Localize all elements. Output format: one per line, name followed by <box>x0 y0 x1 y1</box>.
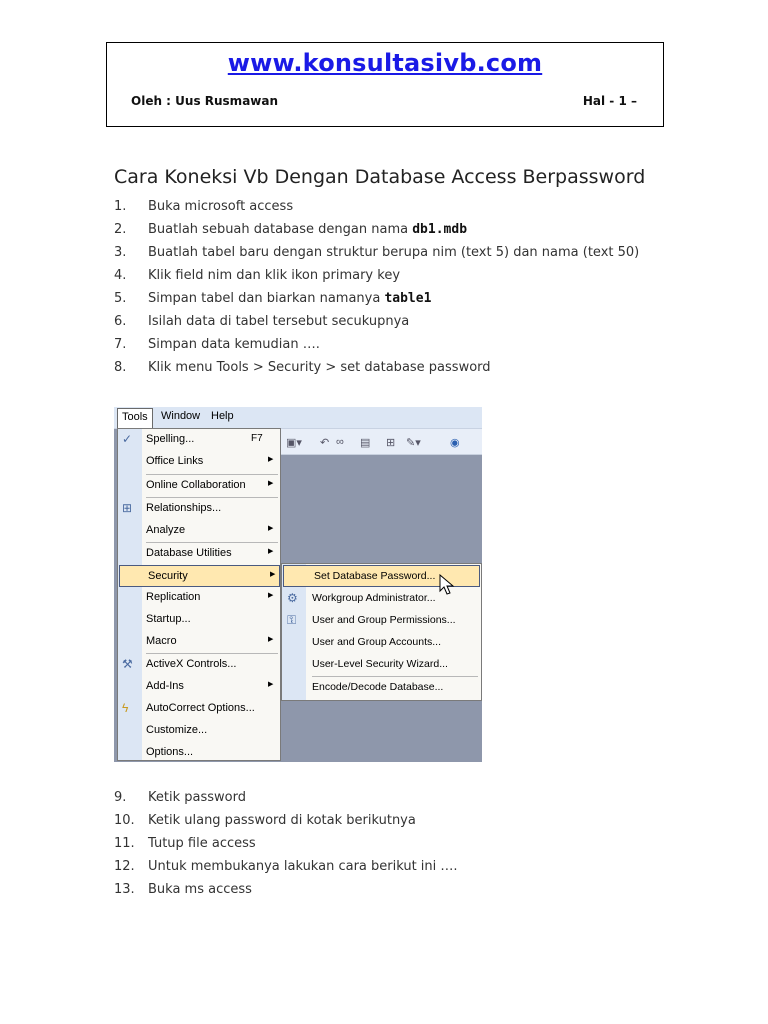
menu-item-activex[interactable]: ⚒ ActiveX Controls... <box>122 657 237 671</box>
menu-item-analyze[interactable]: Analyze ▶ <box>146 524 274 536</box>
submenu-arrow-icon: ▶ <box>268 548 274 555</box>
step-number: 6. <box>114 314 127 329</box>
db-filename: db1.mdb <box>412 222 468 237</box>
step-text: Tutup file access <box>148 836 256 851</box>
step-number: 9. <box>114 790 127 805</box>
table-name: table1 <box>384 291 432 306</box>
submenu-arrow-icon: ▶ <box>268 456 274 463</box>
mouse-cursor-icon <box>439 574 455 596</box>
step-number: 2. <box>114 222 127 237</box>
access-menu-screenshot <box>114 407 482 762</box>
menu-item-database-utilities[interactable]: Database Utilities ▶ <box>146 547 274 559</box>
menu-item-autocorrect[interactable]: ϟ AutoCorrect Options... <box>122 701 255 715</box>
step-text: Ketik password <box>148 790 246 805</box>
menu-bar <box>114 407 482 429</box>
submenu-arrow-icon: ▶ <box>268 681 274 688</box>
step-text: Buka microsoft access <box>148 199 294 214</box>
submenu-item-workgroup-admin[interactable]: ⚙ Workgroup Administrator... <box>287 591 436 605</box>
relationships-icon[interactable]: ⊞ <box>386 437 396 449</box>
menu-item-office-links[interactable]: Office Links ▶ <box>146 455 274 467</box>
step-number: 3. <box>114 245 127 260</box>
submenu-item-accounts[interactable]: User and Group Accounts... <box>312 636 441 648</box>
spelling-icon: ✓ <box>122 432 133 446</box>
autocorrect-icon: ϟ <box>122 701 129 715</box>
page-number: Hal - 1 – <box>582 94 637 108</box>
author-line: Oleh : Uus Rusmawan <box>131 94 279 108</box>
submenu-arrow-icon: ▶ <box>268 525 274 532</box>
workgroup-icon: ⚙ <box>287 591 298 605</box>
step-number: 8. <box>114 360 127 375</box>
step-number: 13. <box>114 882 135 897</box>
submenu-item-set-password[interactable]: Set Database Password... <box>283 565 480 587</box>
redo-icon[interactable]: ∞ <box>336 436 344 448</box>
step-text: Ketik ulang password di kotak berikutnya <box>148 813 416 828</box>
help-icon[interactable]: ◉ <box>450 437 460 449</box>
submenu-arrow-icon: ▶ <box>268 592 274 599</box>
site-link[interactable]: www.konsultasivb.com <box>227 49 543 77</box>
menu-item-startup[interactable]: Startup... <box>146 613 191 625</box>
menu-item-spelling[interactable]: ✓ Spelling... F7 <box>122 432 263 446</box>
step-number: 10. <box>114 813 135 828</box>
step-text: Buatlah tabel baru dengan struktur berupa nim (text 5) dan nama (text 50) <box>148 245 640 260</box>
step-text: Buatlah sebuah database dengan nama db1.mdb <box>148 222 468 237</box>
menu-item-macro[interactable]: Macro ▶ <box>146 635 274 647</box>
step-number: 11. <box>114 836 135 851</box>
step-text: Isilah data di tabel tersebut secukupnya <box>148 314 410 329</box>
menu-tools[interactable]: Tools <box>117 408 153 428</box>
insert-icon[interactable]: ▣▾ <box>286 437 302 449</box>
menu-window[interactable]: Window <box>161 410 201 422</box>
step-text: Klik menu Tools > Security > set database password <box>148 360 491 375</box>
step-number: 12. <box>114 859 135 874</box>
step-number: 7. <box>114 337 127 352</box>
step-text: Simpan tabel dan biarkan namanya table1 <box>148 291 432 306</box>
step-text: Buka ms access <box>148 882 252 897</box>
menu-item-customize[interactable]: Customize... <box>146 724 208 736</box>
tools-menu <box>117 428 281 761</box>
menu-help[interactable]: Help <box>211 410 234 422</box>
menu-item-security[interactable]: Security ▶ <box>119 565 280 587</box>
step-number: 5. <box>114 291 127 306</box>
header-box <box>106 42 664 127</box>
relationships-icon: ⊞ <box>122 501 133 515</box>
step-number: 1. <box>114 199 127 214</box>
properties-icon[interactable]: ▤ <box>360 437 371 449</box>
article-title: Cara Koneksi Vb Dengan Database Access Berpassword <box>114 166 646 188</box>
activex-icon: ⚒ <box>122 657 133 671</box>
menu-item-replication[interactable]: Replication ▶ <box>146 591 274 603</box>
submenu-item-encode-decode[interactable]: Encode/Decode Database... <box>312 681 444 693</box>
toolbar <box>280 429 482 455</box>
permissions-icon: ⚿ <box>287 613 297 627</box>
menu-item-options[interactable]: Options... <box>146 746 194 758</box>
step-text: Simpan data kemudian …. <box>148 337 320 352</box>
submenu-arrow-icon: ▶ <box>270 571 276 578</box>
submenu-arrow-icon: ▶ <box>268 480 274 487</box>
step-number: 4. <box>114 268 127 283</box>
step-text: Untuk membukanya lakukan cara berikut ini …. <box>148 859 458 874</box>
new-object-icon[interactable]: ✎▾ <box>406 437 421 449</box>
submenu-arrow-icon: ▶ <box>268 636 274 643</box>
step-text: Klik field nim dan klik ikon primary key <box>148 268 401 283</box>
submenu-item-permissions[interactable]: ⚿ User and Group Permissions... <box>287 613 456 627</box>
menu-item-relationships[interactable]: ⊞ Relationships... <box>122 501 222 515</box>
menu-item-online-collaboration[interactable]: Online Collaboration ▶ <box>146 479 274 491</box>
menu-item-add-ins[interactable]: Add-Ins ▶ <box>146 680 274 692</box>
submenu-item-security-wizard[interactable]: User-Level Security Wizard... <box>312 658 448 670</box>
undo-icon[interactable]: ↶ <box>320 437 330 449</box>
